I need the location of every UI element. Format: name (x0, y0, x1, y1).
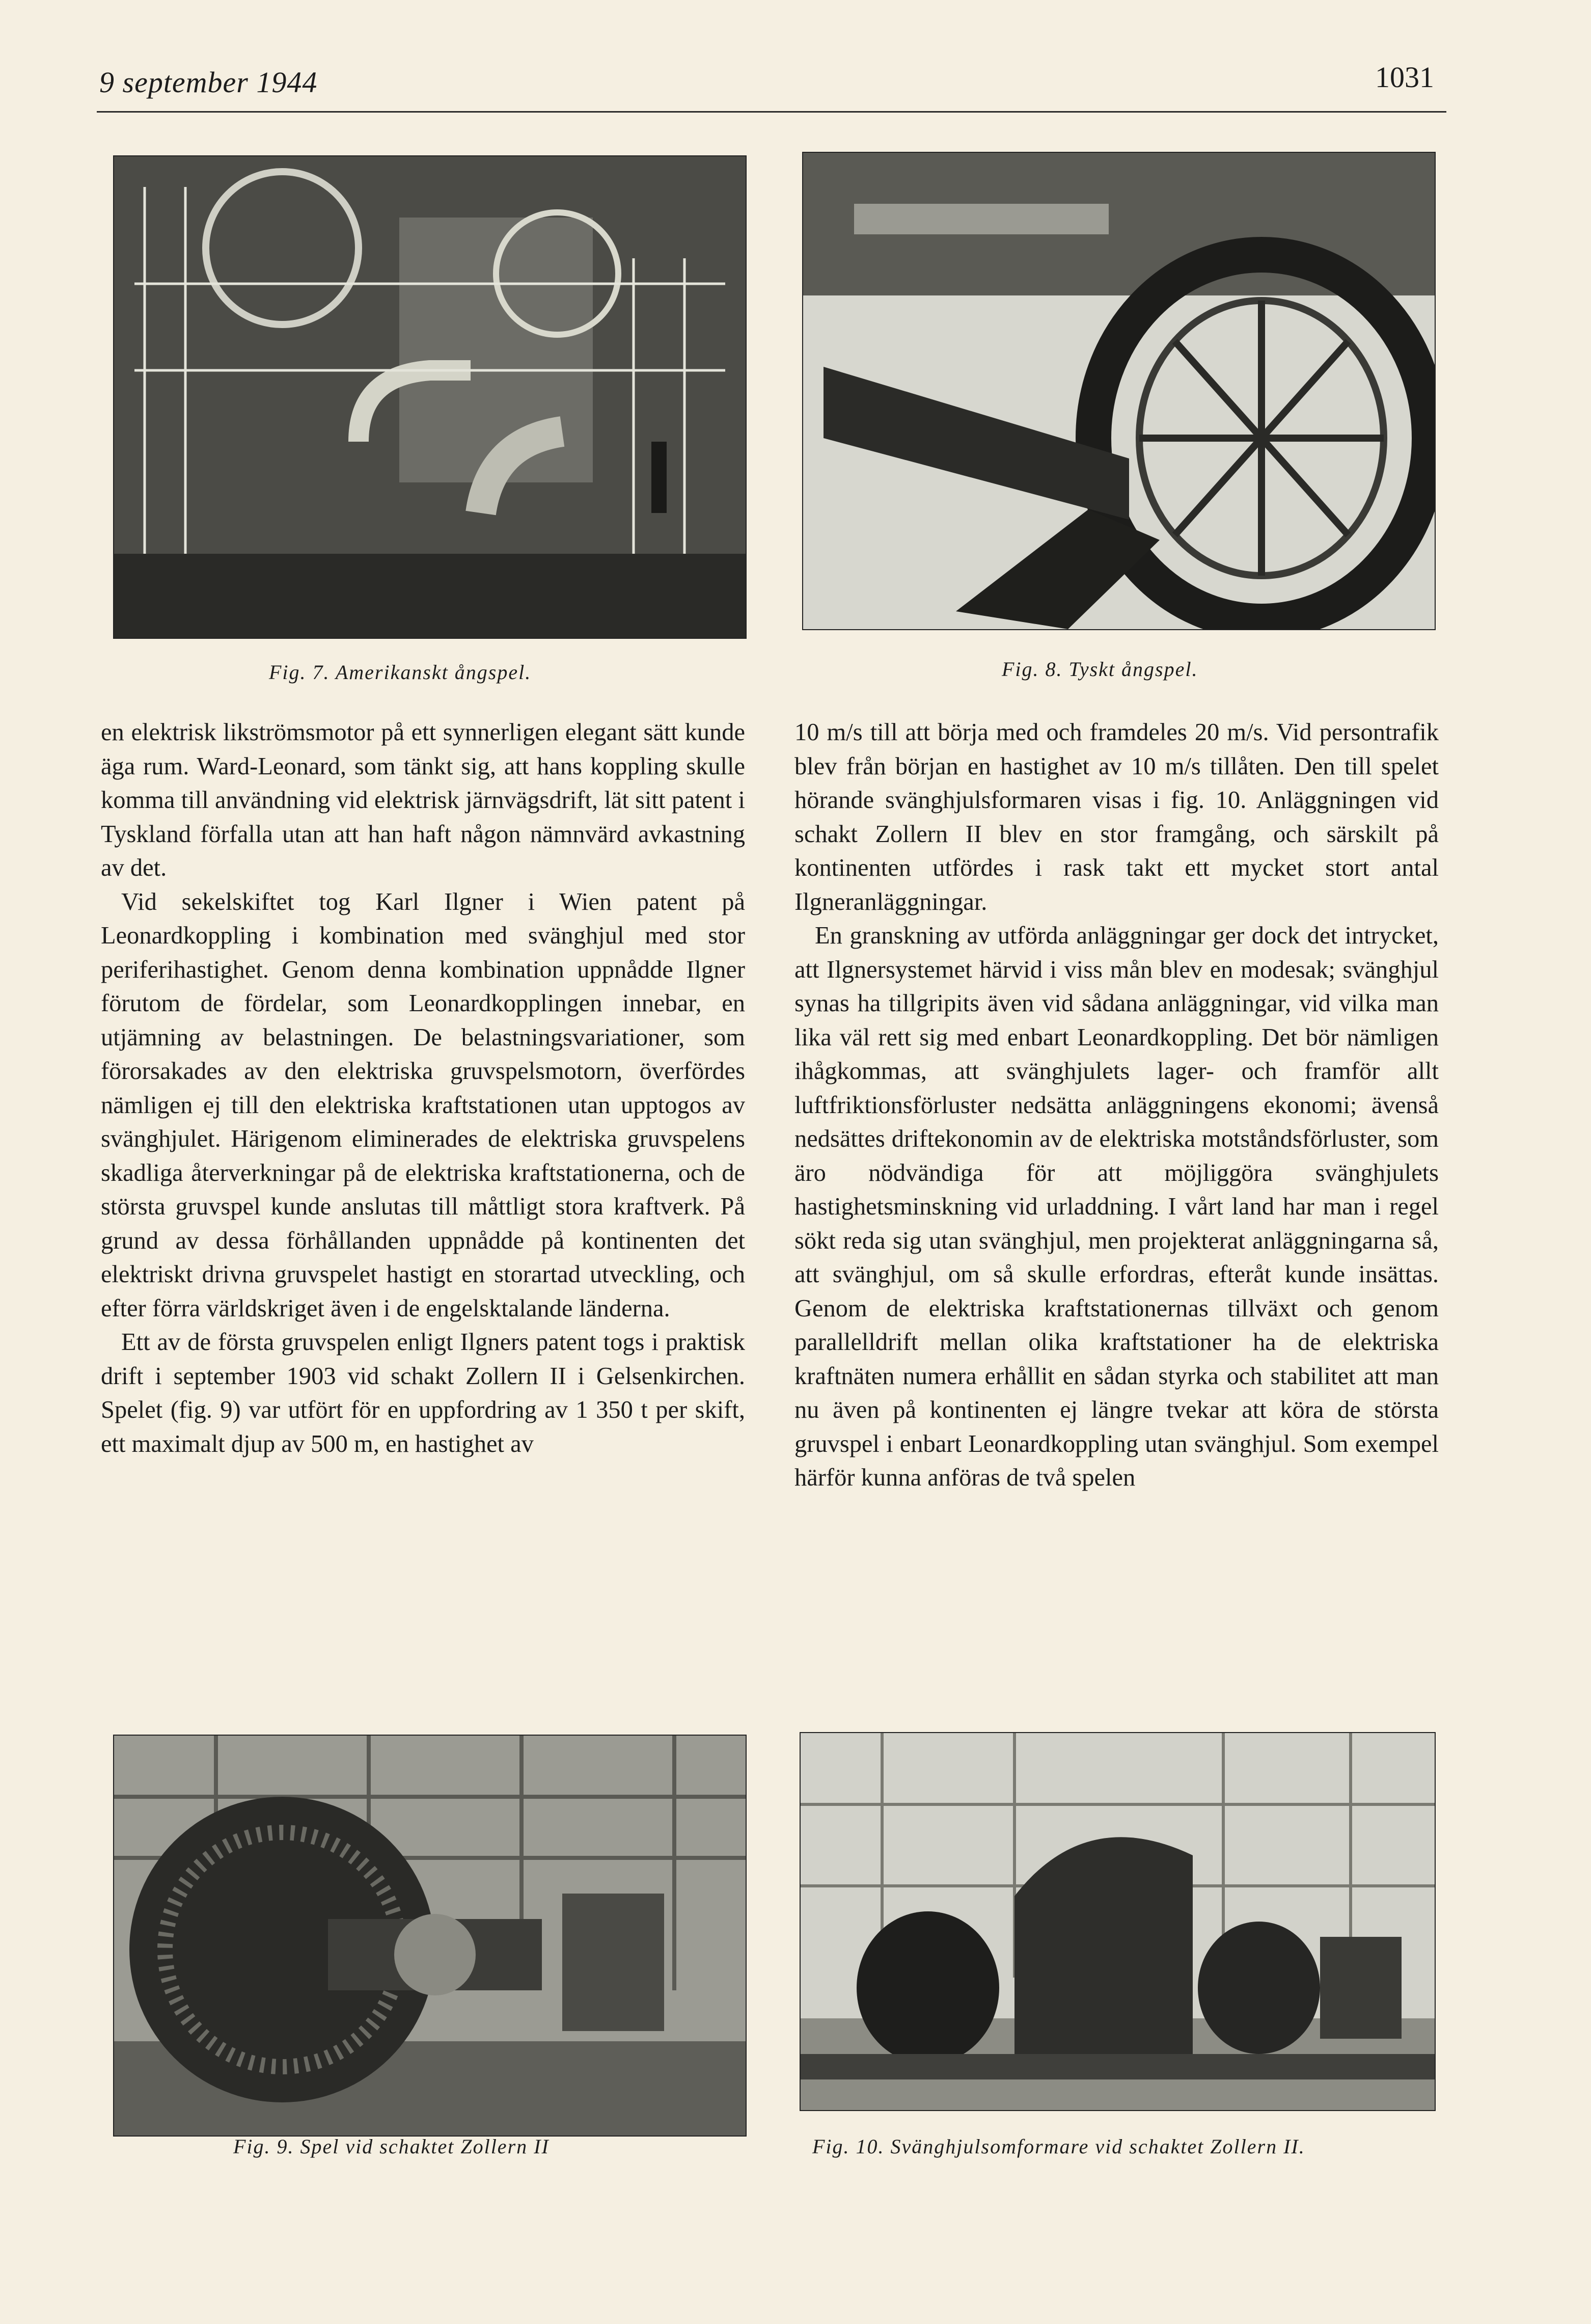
paragraph: 10 m/s till att börja med och framdeles 20 m/s. Vid persontrafik blev från början en hastighet av 10 m/s tillåten. Den till spelet hörande svänghjulsformaren visas i fig. 10. Anläggningen vid schakt Zollern II blev en stor framgång, och särskilt på kontinenten utfördes i rask takt ett mycket stort antal Ilgneranläggningar. (794, 719, 1439, 915)
fig9-caption: Fig. 9. Spel vid schaktet Zollern II (233, 2135, 550, 2158)
paragraph: Ett av de första gruvspelen enligt Ilgners patent togs i praktisk drift i september 1903 vid schakt Zollern II i Gelsenkirchen. Spelet (fig. 9) var utfört för en uppfordring av 1 350 t per skift, ett maximalt djup av 500 m, en hastighet av (101, 1329, 745, 1457)
right-text-column (794, 716, 1439, 1495)
page-number: 1031 (1375, 61, 1434, 94)
header-date: 9 september 1944 (99, 66, 318, 99)
header-rule (97, 111, 1446, 113)
fig9-hoist-photo (113, 1735, 747, 2137)
paragraph: Vid sekelskiftet tog Karl Ilgner i Wien patent på Leonardkoppling i kombination med svänghjul med stor periferihastighet. Genom denna kombination uppnådde Ilgner förutom de fördelar, som Leonardkopplingen innebar, en utjämning av belastningen. De belastningsvariationer, som förorsakades av den elektriska gruvspelsmotorn, överfördes nämligen ej till den elektriska kraftstationen utan upptogos av svänghjulet. Härigenom eliminerades de elektriska gruvspelens skadliga återverkningar på de elektriska kraftstationerna, och de största gruvspel kunde anslutas till måttligt stora kraftverk. På grund av dessa förhållanden uppnådde på kontinenten det elektriskt drivna gruvspelet hastigt en storartad utveckling, och efter förra världskriget även i de engelsktalande länderna. (101, 888, 745, 1322)
fig8-caption: Fig. 8. Tyskt ångspel. (1002, 658, 1198, 681)
left-text-column (101, 716, 745, 1461)
paragraph: En granskning av utförda anläggningar ger dock det intrycket, att Ilgnersystemet härvid i viss mån blev en modesak; svänghjul synas ha tillgripits även vid sådana anläggningar, vid vilka man lika väl rett sig med enbart Leonardkoppling. Det bör nämligen ihågkommas, att svänghjulets lager- och framför allt luftfriktionsförluster nedsätta anläggningens ekonomi; ävenså nedsättes driftekonomin av de elektriska motståndsförluster, som äro nödvändiga för att möjliggöra svänghjulets hastighetsminskning vid urladdning. I vårt land har man i regel sökt reda sig utan svänghjul, men projekterat anläggningarna så, att svänghjul, om så skulle erfordras, efteråt kunde insättas. Genom de elektriska kraftstationernas tillväxt och genom parallelldrift mellan olika kraftstationer ha de elektriska kraftnäten numera erhållit en sådan styrka och stabilitet att man nu även på kontinenten ej längre tvekar att köra de största gruvspel i enbart Leonardkoppling utan svänghjul. Som exempel härför kunna anföras de två spelen (794, 922, 1439, 1491)
fig7-steam-hoist-photo (113, 155, 747, 639)
paragraph: en elektrisk likströmsmotor på ett synnerligen elegant sätt kunde äga rum. Ward-Leonard, som tänkt sig, att hans koppling skulle komma till användning vid elektrisk järnvägsdrift, lät sitt patent i Tyskland förfalla utan att han haft någon nämnvärd avkastning av det. (101, 719, 745, 881)
fig10-caption: Fig. 10. Svänghjulsomformare vid schaktet Zollern II. (812, 2135, 1305, 2158)
fig10-flywheel-converter-photo (800, 1732, 1436, 2111)
fig7-caption: Fig. 7. Amerikanskt ångspel. (269, 661, 532, 684)
fig8-steam-hoist-photo (802, 152, 1436, 630)
